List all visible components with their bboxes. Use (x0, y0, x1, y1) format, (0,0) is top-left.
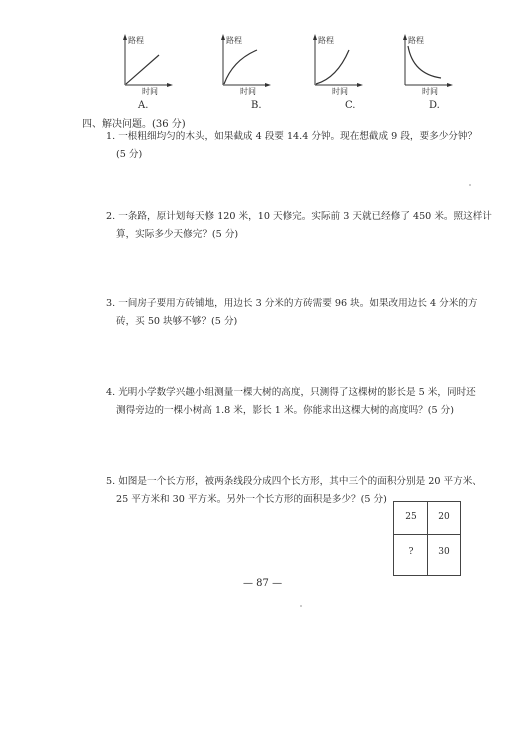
graph-options (105, 30, 465, 115)
question-line: 2. 一条路，原计划每天修 120 米，10 天修完。实际前 3 天就已经修了 450 米。照这样计 (106, 211, 492, 222)
y-axis-label: 路程 (408, 36, 424, 45)
graph-option-a (115, 30, 175, 110)
vertical-divider (427, 502, 428, 575)
question-line: 1. 一根粗细均匀的木头，如果截成 4 段要 14.4 分钟。现在想截成 9 段，要多少分钟？ (106, 131, 478, 142)
question-line: 测得旁边的一棵小树高 1.8 米，影长 1 米。你能求出这棵大树的高度吗？(5 分) (116, 405, 455, 416)
graph-option-d (395, 30, 455, 110)
y-axis-label: 路程 (226, 36, 242, 45)
question-line: (5 分) (116, 149, 143, 160)
area-bottom-right: 30 (438, 547, 450, 557)
choice-label: B. (251, 100, 262, 111)
area-bottom-left: ? (408, 547, 414, 557)
question-line: 算，实际多少天修完？(5 分) (116, 229, 239, 240)
choice-label: D. (429, 100, 440, 111)
question-line: 5. 如图是一个长方形，被两条线段分成四个长方形，其中三个的面积分别是 20 平方米、 (106, 476, 482, 487)
question-4 (106, 384, 476, 420)
area-top-right: 20 (438, 512, 450, 522)
question-line: 25 平方米和 30 平方米。另外一个长方形的面积是多少？(5 分) (116, 494, 387, 505)
choice-label: C. (345, 100, 356, 111)
question-line: 4. 光明小学数学兴趣小组测量一棵大树的高度，只测得了这棵树的影长是 5 米，同时还 (106, 387, 476, 398)
section-title: 四、解决问题。(36 分) (82, 119, 186, 130)
x-axis-label: 时间 (240, 87, 256, 96)
x-axis-label: 时间 (332, 87, 348, 96)
page-number: — 87 — (243, 578, 283, 589)
question-1 (106, 128, 478, 164)
question-2 (106, 208, 492, 244)
choice-label: A. (138, 100, 149, 111)
y-axis-label: 路程 (318, 36, 334, 45)
question-3 (106, 295, 478, 331)
question-line: 3. 一间房子要用方砖铺地，用边长 3 分米的方砖需要 96 块。如果改用边长 4 分米的方 (106, 298, 478, 309)
horizontal-divider (394, 534, 460, 535)
x-axis-label: 时间 (422, 87, 438, 96)
graph-option-c (305, 30, 365, 110)
rectangle-area-diagram (393, 501, 461, 576)
area-top-left: 25 (405, 512, 417, 522)
scan-speck (469, 184, 471, 186)
question-line: 砖，买 50 块够不够？(5 分) (116, 316, 238, 327)
x-axis-label: 时间 (142, 87, 158, 96)
y-axis-label: 路程 (128, 36, 144, 45)
graph-option-b (213, 30, 273, 110)
scan-speck (300, 605, 302, 607)
